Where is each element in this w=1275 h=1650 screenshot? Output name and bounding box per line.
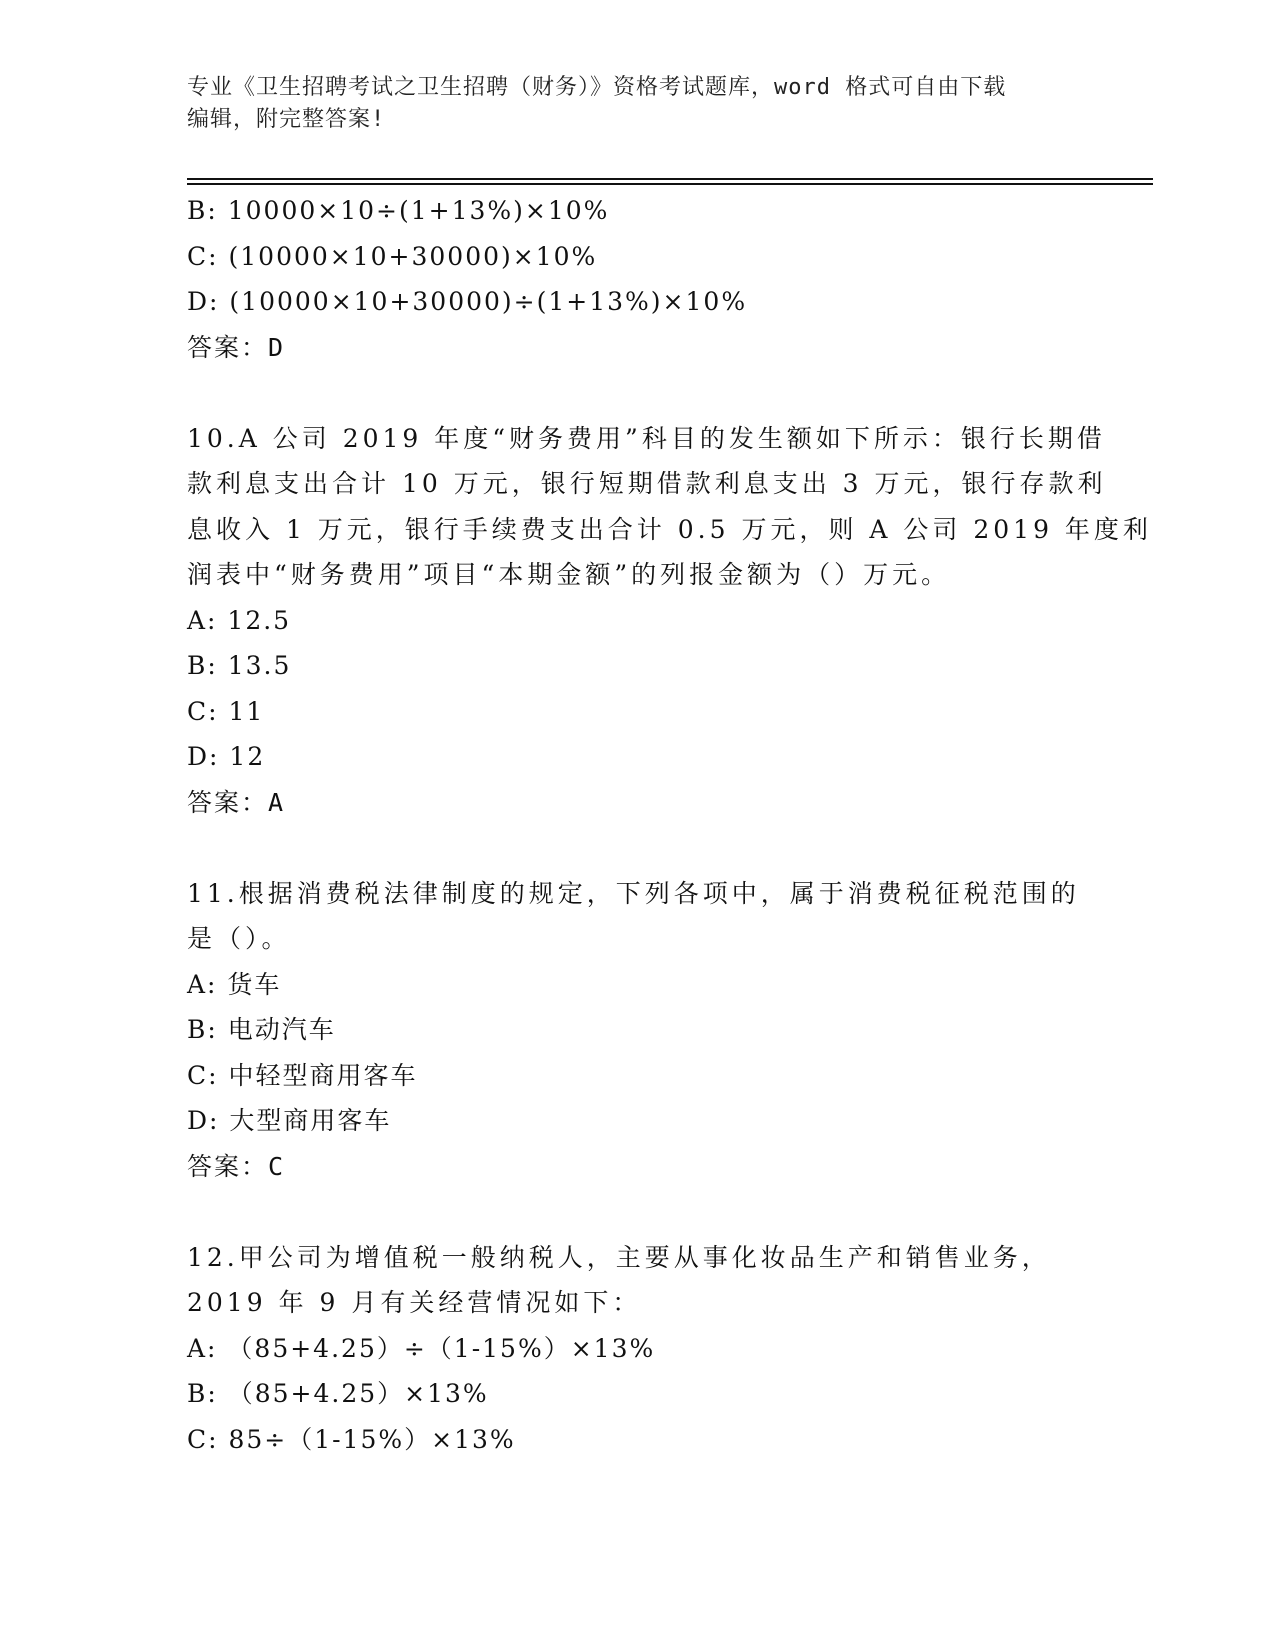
- stem-line: 是（）。: [187, 924, 291, 953]
- header-line-1: 专业《卫生招聘考试之卫生招聘（财务）》资格考试题库，word 格式可自由下载: [187, 75, 1007, 100]
- header-divider-bottom: [187, 183, 1153, 185]
- question-stem: [187, 416, 1152, 598]
- stem-line: 润表中“财务费用”项目“本期金额”的列报金额为（）万元。: [187, 560, 951, 589]
- option-d: D: 大型商用客车: [187, 1106, 392, 1135]
- option-a: A: （85+4.25）÷（1-15%）×13%: [187, 1333, 656, 1363]
- option-c: C: (10000×10+30000)×10%: [187, 241, 598, 271]
- header-line-2: 编辑，附完整答案!: [187, 107, 386, 132]
- question-10: [187, 416, 1152, 826]
- spacer: [187, 825, 1087, 871]
- option-d: D: (10000×10+30000)÷(1+13%)×10%: [187, 287, 748, 316]
- question-9-tail: [187, 188, 1087, 370]
- question-stem: [187, 1235, 1087, 1326]
- answer: 答案：C: [187, 1151, 286, 1181]
- option-b: B: 13.5: [187, 651, 292, 680]
- spacer: [187, 370, 1087, 416]
- question-stem: [187, 871, 1087, 962]
- header-divider-top: [187, 178, 1153, 180]
- option-a: A: 12.5: [187, 605, 292, 635]
- answer: 答案：D: [187, 332, 286, 362]
- question-content: [187, 188, 1152, 1462]
- answer: 答案：A: [187, 787, 286, 817]
- option-c: C: 中轻型商用客车: [187, 1060, 418, 1090]
- question-11: [187, 871, 1087, 1190]
- option-d: D: 12: [187, 742, 266, 771]
- question-12: [187, 1235, 1087, 1463]
- stem-line: 11.根据消费税法律制度的规定，下列各项中，属于消费税征税范围的: [187, 878, 1080, 908]
- option-b: B: 10000×10÷(1+13%)×10%: [187, 196, 610, 225]
- option-a: A: 货车: [187, 969, 282, 999]
- spacer: [187, 1189, 1087, 1235]
- stem-line: 2019 年 9 月有关经营情况如下：: [187, 1288, 642, 1317]
- option-b: B: 电动汽车: [187, 1015, 336, 1044]
- option-b: B: （85+4.25）×13%: [187, 1379, 489, 1408]
- option-c: C: 11: [187, 696, 265, 726]
- option-c: C: 85÷（1-15%）×13%: [187, 1424, 516, 1454]
- stem-line: 款利息支出合计 10 万元，银行短期借款利息支出 3 万元，银行存款利: [187, 469, 1107, 498]
- stem-line: 10.A 公司 2019 年度“财务费用”科目的发生额如下所示：银行长期借: [187, 423, 1106, 453]
- stem-line: 息收入 1 万元，银行手续费支出合计 0.5 万元，则 A 公司 2019 年度利: [187, 514, 1152, 544]
- document-header: [187, 72, 1087, 136]
- stem-line: 12.甲公司为增值税一般纳税人，主要从事化妆品生产和销售业务，: [187, 1242, 1051, 1272]
